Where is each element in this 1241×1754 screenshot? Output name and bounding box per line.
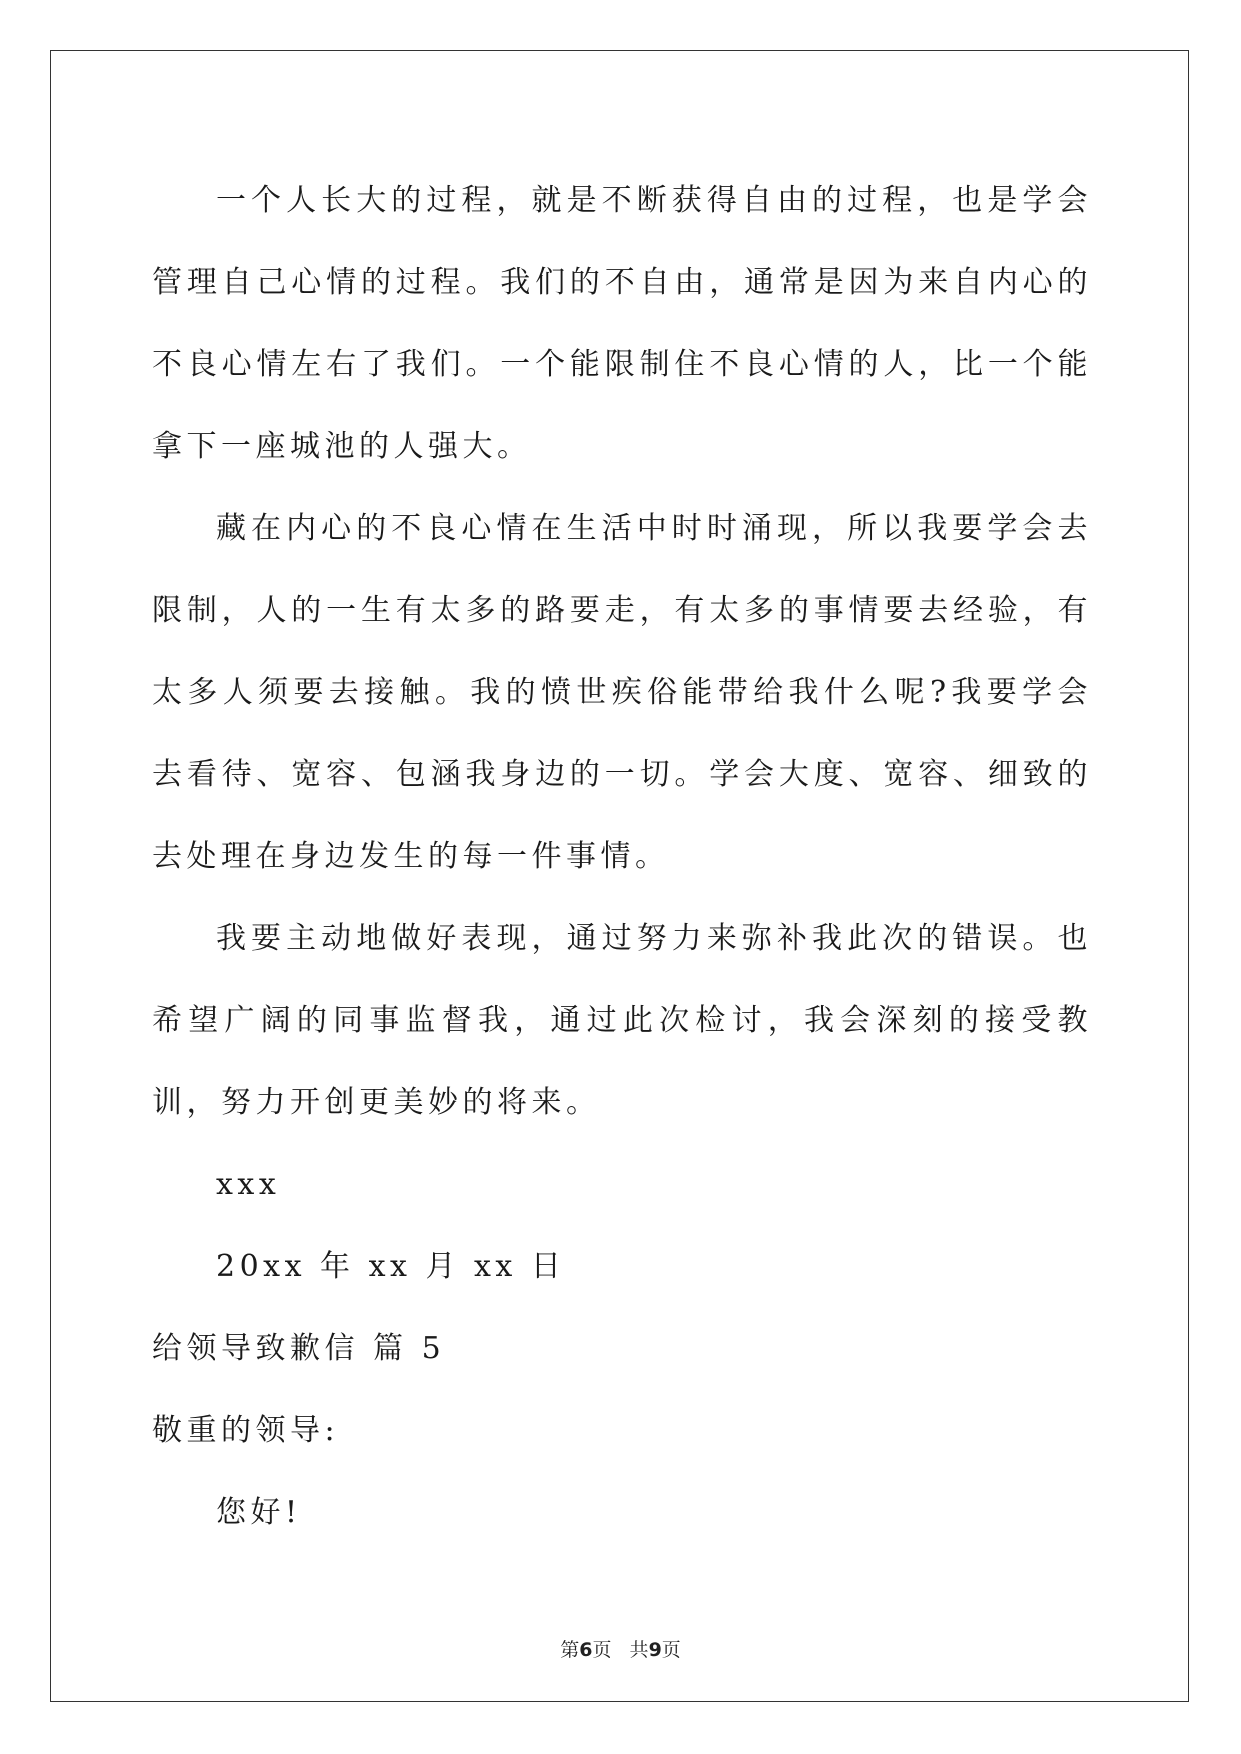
footer-prefix: 第 [560,1639,580,1661]
paragraph-3: 我要主动地做好表现，通过努力来弥补我此次的错误。也希望广阔的同事监督我，通过此次检讨，我会深刻的接受教训，努力开创更美妙的将来。 [152,921,1092,1120]
date-line: 20xx 年 xx 月 xx 日 [216,1249,566,1284]
total-pages-number: 9 [648,1639,662,1661]
salutation: 敬重的领导: [152,1413,340,1448]
signature: xxx [216,1167,281,1202]
paragraph-1: 一个人长大的过程，就是不断获得自由的过程，也是学会管理自己心情的过程。我们的不自由，通常是因为来自内心的不良心情左右了我们。一个能限制住不良心情的人，比一个能拿下一座城池的人强大。 [152,183,1092,464]
footer-suffix: 页 [661,1639,681,1661]
greeting: 您好! [216,1495,302,1530]
section-title: 给领导致歉信 篇 5 [152,1331,446,1366]
paragraph-2: 藏在内心的不良心情在生活中时时涌现，所以我要学会去限制，人的一生有太多的路要走，有太多的事情要去经验，有太多人须要去接触。我的愤世疾俗能带给我什么呢?我要学会去看待、宽容、包涵我身边的一切。学会大度、宽容、细致的去处理在身边发生的每一件事情。 [152,511,1092,874]
current-page-number: 6 [579,1639,593,1661]
page-footer [0,1635,1241,1662]
footer-middle: 页 共 [592,1639,649,1661]
document-body [152,160,1092,1554]
